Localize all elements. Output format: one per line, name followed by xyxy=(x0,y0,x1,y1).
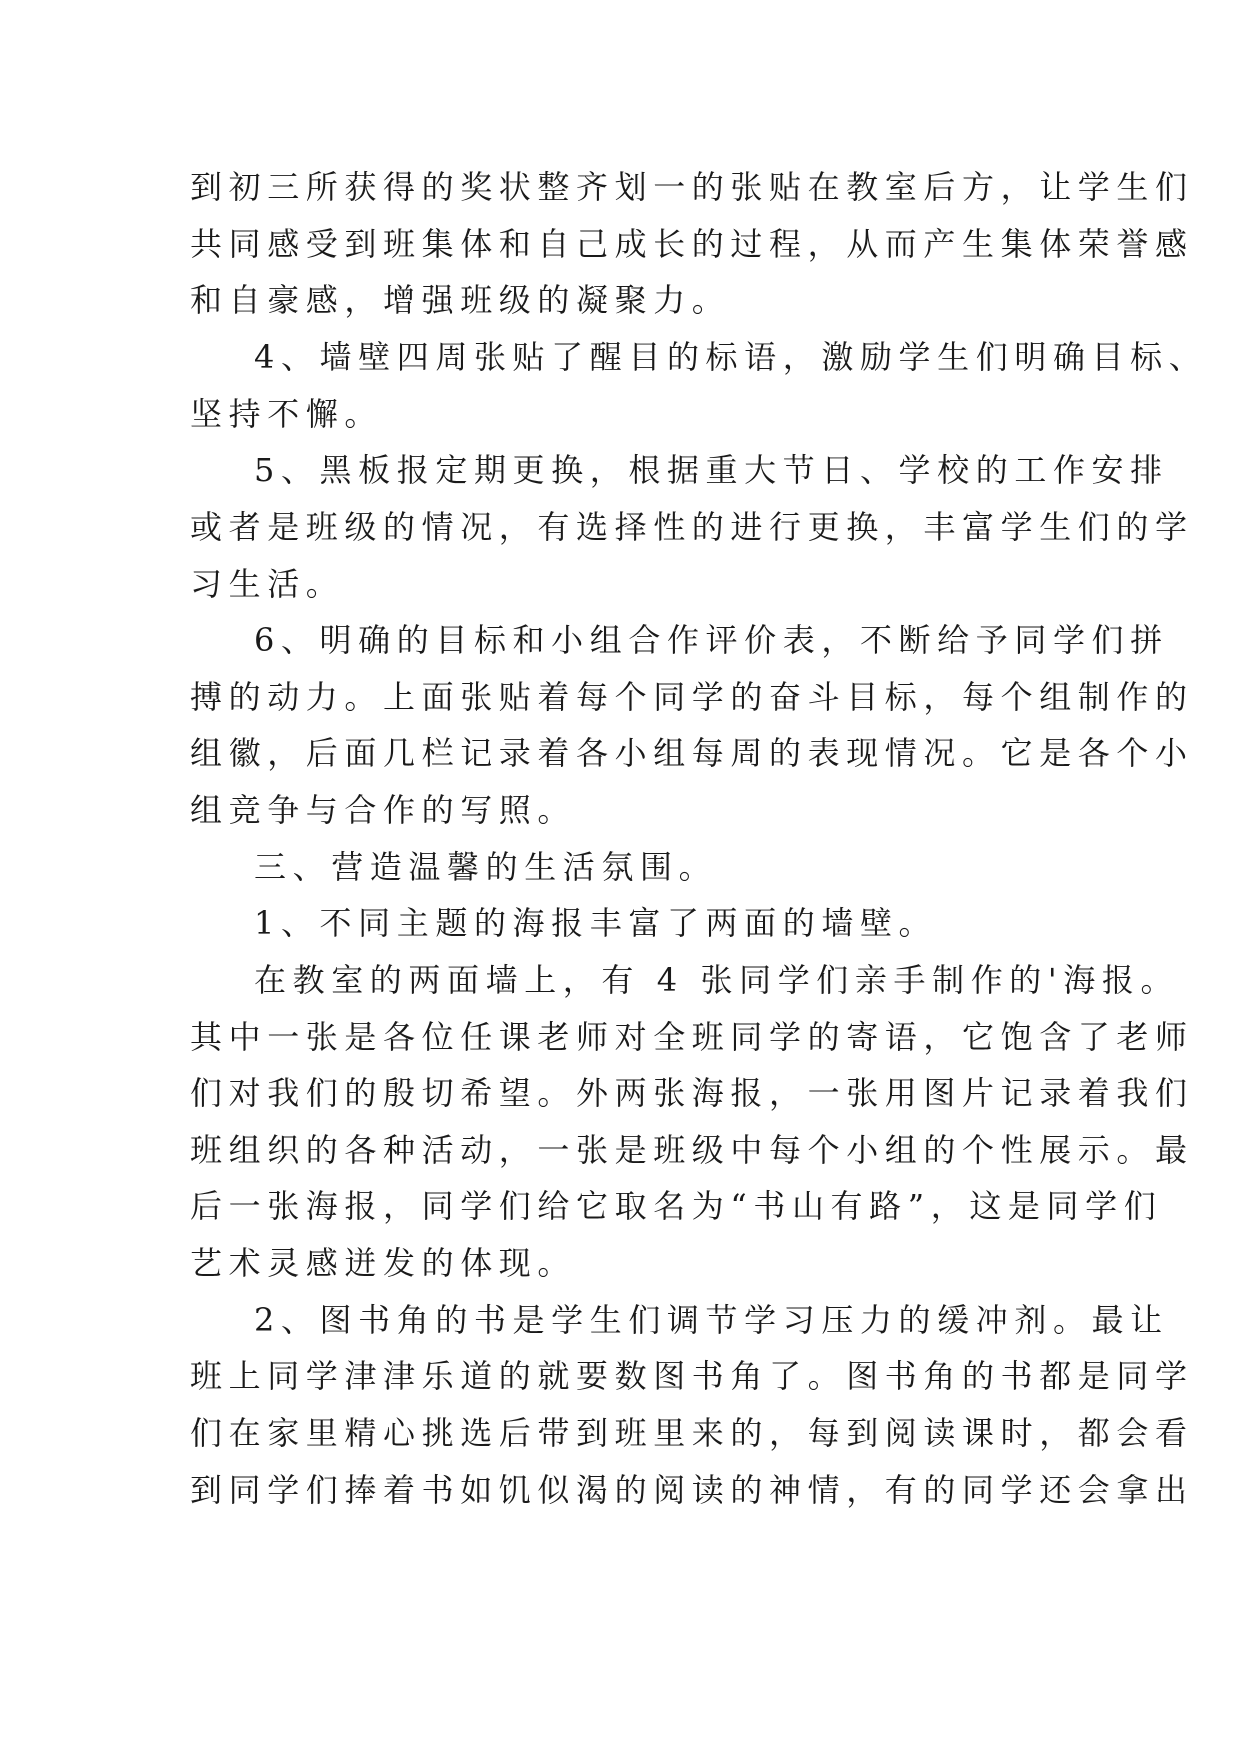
text-line: 后一张海报，同学们给它取名为“书山有路”，这是同学们 xyxy=(190,1187,1163,1225)
text-line: 组竞争与合作的写照。 xyxy=(190,791,577,829)
text-line: 习生活。 xyxy=(190,565,345,603)
text-line: 们在家里精心挑选后带到班里来的，每到阅读课时，都会看 xyxy=(190,1414,1194,1452)
text-line: 三、营造温馨的生活氛围。 xyxy=(254,848,718,886)
text-line: 6、明确的目标和小组合作评价表，不断给予同学们拼 xyxy=(254,621,1169,659)
text-line: 们对我们的殷切希望。外两张海报，一张用图片记录着我们 xyxy=(190,1074,1194,1112)
text-line: 艺术灵感迸发的体现。 xyxy=(190,1244,577,1282)
text-line: 组徽，后面几栏记录着各小组每周的表现情况。它是各个小 xyxy=(190,734,1194,772)
text-line: 4、墙壁四周张贴了醒目的标语，激励学生们明确目标、 xyxy=(254,338,1208,376)
text-line: 到初三所获得的奖状整齐划一的张贴在教室后方，让学生们 xyxy=(190,168,1194,206)
text-line: 2、图书角的书是学生们调节学习压力的缓冲剂。最让 xyxy=(254,1301,1169,1339)
text-line: 和自豪感，增强班级的凝聚力。 xyxy=(190,281,731,319)
text-line: 在教室的两面墙上，有 4 张同学们亲手制作的'海报。 xyxy=(254,961,1180,999)
text-line: 到同学们捧着书如饥似渴的阅读的神情，有的同学还会拿出 xyxy=(190,1471,1194,1509)
text-line: 5、黑板报定期更换，根据重大节日、学校的工作安排 xyxy=(254,451,1169,489)
text-line: 班组织的各种活动，一张是班级中每个小组的个性展示。最 xyxy=(190,1131,1194,1169)
text-line: 搏的动力。上面张贴着每个同学的奋斗目标，每个组制作的 xyxy=(190,678,1194,716)
text-line: 1、不同主题的海报丰富了两面的墙壁。 xyxy=(254,904,938,942)
text-line: 班上同学津津乐道的就要数图书角了。图书角的书都是同学 xyxy=(190,1357,1194,1395)
text-line: 坚持不懈。 xyxy=(190,395,384,433)
text-line: 其中一张是各位任课老师对全班同学的寄语，它饱含了老师 xyxy=(190,1018,1194,1056)
text-line: 共同感受到班集体和自己成长的过程，从而产生集体荣誉感 xyxy=(190,225,1194,263)
text-line: 或者是班级的情况，有选择性的进行更换，丰富学生们的学 xyxy=(190,508,1194,546)
